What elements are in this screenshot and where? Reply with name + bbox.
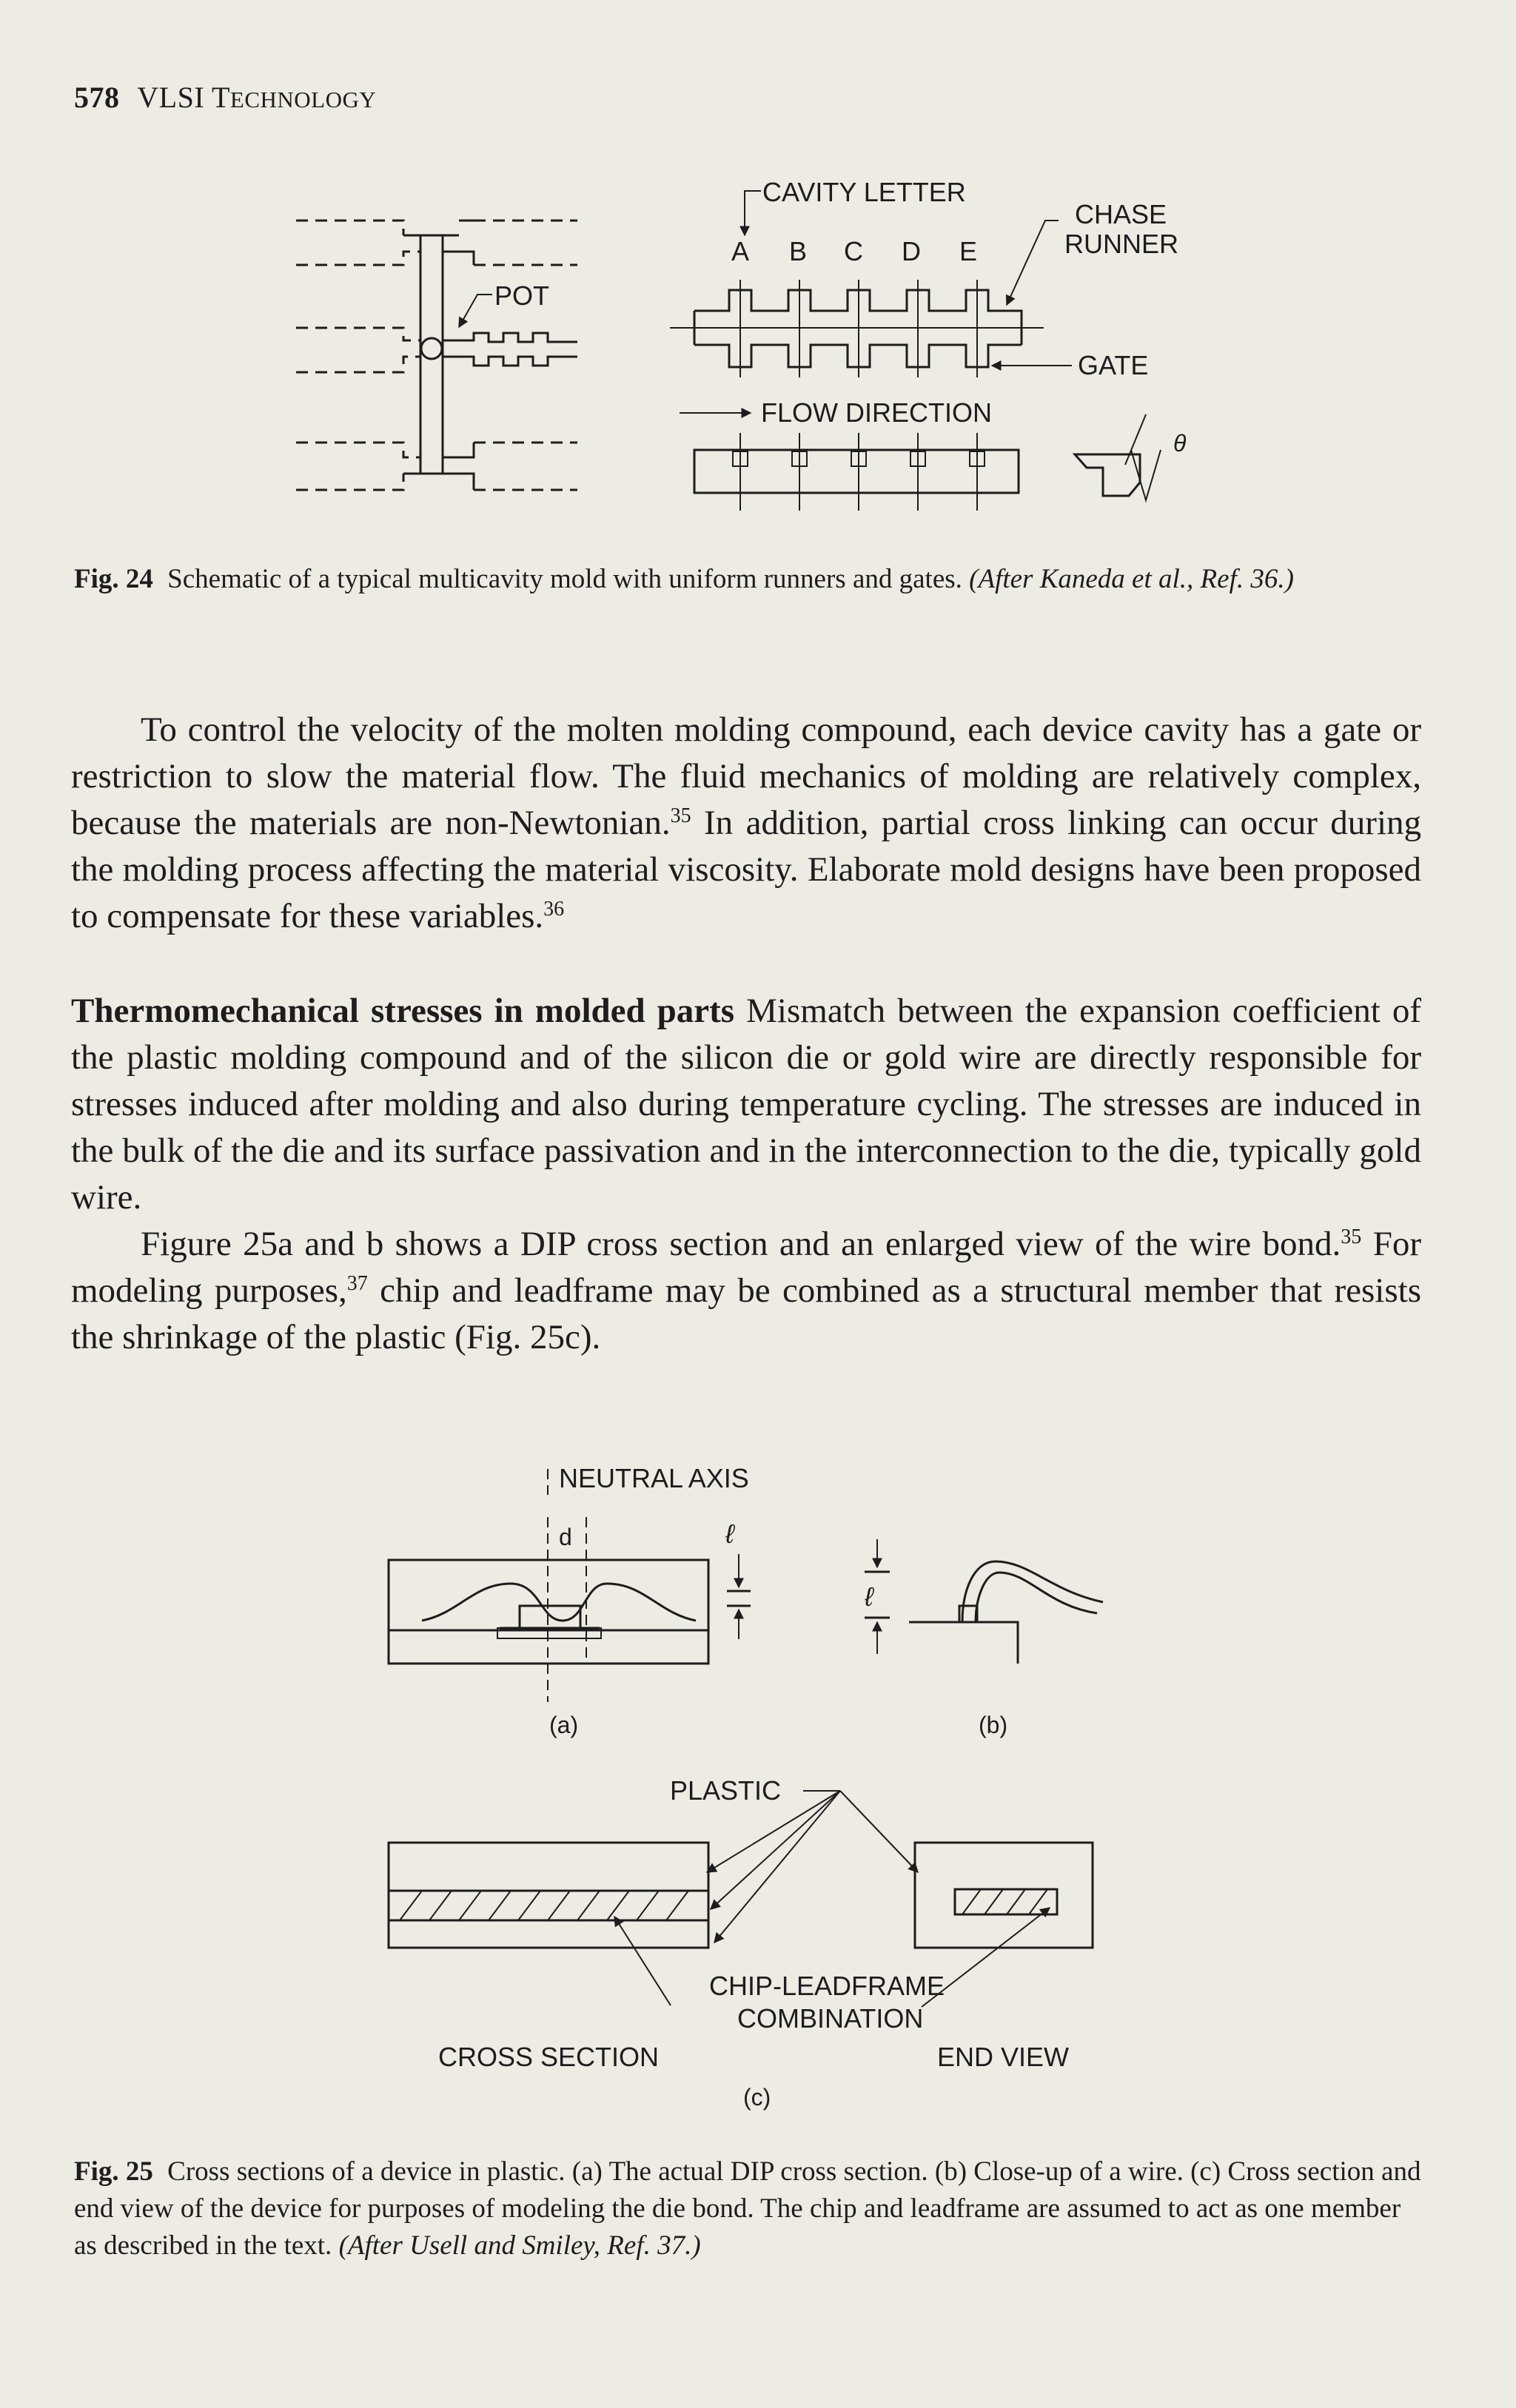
fig24-gate-detail — [1075, 414, 1187, 500]
fig25-caption-text: Cross sections of a device in plastic. (a) The actual DIP cross section. (b) Close-up of a wire. (c) Cross section and end view of the device for purposes of modeling the die bond. The chip and leadframe are assumed to act as one member as described in the text. — [74, 2156, 1421, 2261]
paragraph-3-part-1: Figure 25a and b shows a DIP cross section and an enlarged view of the wire bond. — [141, 1225, 1341, 1263]
fig24-chase-label: CHASE — [1075, 199, 1167, 229]
fig25a-ell-label: ℓ — [725, 1519, 734, 1549]
fig24-cavity-d: D — [902, 236, 921, 266]
fig24-cavity-e: E — [959, 236, 978, 266]
paragraph-3-part-3: chip and leadframe may be combined as a structural member that resists the shrinkage of the plastic (Fig. 25c). — [71, 1271, 1421, 1356]
fig24-caption-label: Fig. 24 — [74, 564, 153, 594]
fig25a-dip-cross-section — [389, 1463, 751, 1738]
fig25c-model — [389, 1775, 1093, 2111]
fig25-cross-section-label: CROSS SECTION — [438, 2042, 660, 2072]
paragraph-3-part-2: For modeling purposes, — [71, 1225, 1421, 1310]
paragraph-3-ref-2: 37 — [346, 1272, 368, 1295]
fig24-cavity-c: C — [844, 236, 863, 266]
fig25-caption-citation: (After Usell and Smiley, Ref. 37.) — [338, 2230, 701, 2261]
fig25-chip-leadframe-label-1: CHIP-LEADFRAME — [709, 1971, 945, 2001]
fig24-diagram — [0, 163, 1516, 696]
fig24-pot-label: POT — [494, 280, 550, 311]
fig25-d-label: d — [559, 1524, 572, 1550]
section-heading: Thermomechanical stresses in molded parts — [71, 992, 735, 1030]
page-number: 578 — [74, 81, 120, 114]
fig25-chip-leadframe-label-2: COMBINATION — [737, 2003, 924, 2034]
fig25-plastic-label: PLASTIC — [670, 1775, 782, 1806]
fig24-theta-label: θ — [1173, 430, 1187, 457]
fig25b-label: (b) — [979, 1712, 1008, 1738]
fig24-pot-schematic — [296, 221, 577, 490]
paragraph-1-part-1: To control the velocity of the molten molding compound, each device cavity has a gate or restriction to slow the material flow. The fluid mechanics of molding are relatively complex, because the materials are non-Newtonian. — [71, 710, 1421, 842]
fig24-cavity-a: A — [731, 236, 750, 266]
fig25-end-view-label: END VIEW — [937, 2042, 1070, 2072]
fig25b-wire-closeup — [864, 1539, 1103, 1738]
fig24-caption-text: Schematic of a typical multicavity mold with uniform runners and gates. — [167, 564, 962, 594]
fig24-caption-citation: (After Kaneda et al., Ref. 36.) — [969, 564, 1294, 594]
fig24-cavity-b: B — [789, 236, 808, 266]
fig25b-ell-label: ℓ — [865, 1581, 873, 1612]
fig25-neutral-axis-label: NEUTRAL AXIS — [559, 1463, 749, 1493]
fig25c-label: (c) — [743, 2084, 771, 2111]
paragraph-1-ref-1: 35 — [670, 804, 691, 827]
fig24-runner-label: RUNNER — [1064, 229, 1179, 259]
paragraph-1-ref-2: 36 — [543, 898, 565, 921]
fig24-cavity-letter-label: CAVITY LETTER — [762, 177, 966, 207]
fig25a-label: (a) — [549, 1712, 579, 1738]
body-paragraph-1 — [71, 707, 1421, 940]
fig25-caption — [74, 2153, 1421, 2264]
paragraph-2-text: Mismatch between the expansion coefficient of the plastic molding compound and of the silicon die or gold wire are directly responsible for stresses induced after molding and also during temperature cycling. The stresses are induced in the bulk of the die and its surface passivation and in the interconnection to the die, typically gold wire. — [71, 992, 1421, 1217]
book-title-rest: ECHNOLOGY — [229, 87, 377, 112]
paragraph-1-part-2: In addition, partial cross linking can occur during the molding process affecting the material viscosity. Elaborate mold designs have been proposed to compensate for these variables. — [71, 804, 1422, 935]
paragraph-3-ref-1: 35 — [1341, 1225, 1362, 1248]
fig25-diagram — [0, 1450, 1516, 2116]
running-head — [74, 80, 376, 115]
fig25-caption-label: Fig. 25 — [74, 2156, 153, 2187]
book-title-first: VLSI T — [137, 81, 230, 114]
fig24-flow-direction-label: FLOW DIRECTION — [761, 397, 992, 428]
fig24-gate-label: GATE — [1078, 350, 1149, 380]
fig24-runner-schematic — [670, 177, 1178, 511]
body-section-thermomechanical — [71, 988, 1421, 1361]
fig24-caption — [74, 561, 1421, 598]
